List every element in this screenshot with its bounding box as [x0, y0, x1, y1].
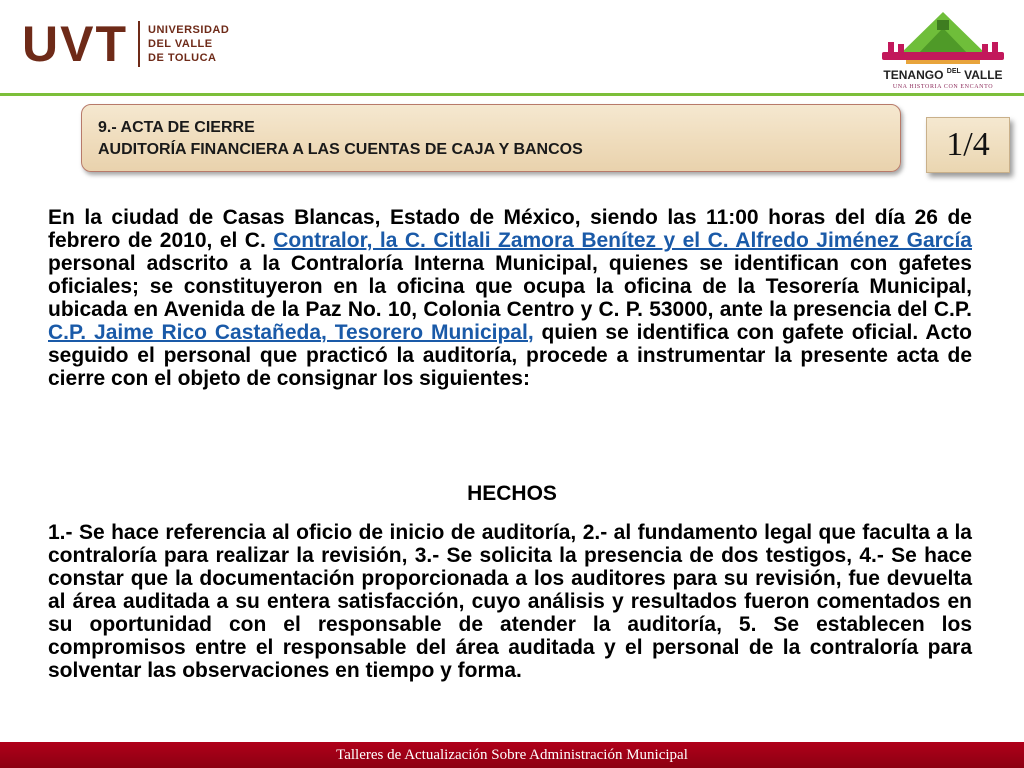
- uvt-mark-text: UVT: [22, 16, 128, 72]
- uvt-logo: [22, 16, 230, 72]
- uvt-line-3: DE TOLUCA: [148, 52, 217, 64]
- intro-text-2: personal adscrito a la Contraloría Interna Municipal, quienes se identifican con gafetes oficiales; se constituyeron en la oficina que ocupa la oficina de la Tesorería Municipal, ubicada en Avenida de la Paz No. 10, Colonia Centro y C. P. 53000, ante la presencia del C.P.: [48, 252, 972, 321]
- tenango-name: TENANGO $^{DEL}$ VALLE: [883, 68, 1003, 82]
- hechos-paragraph: 1.- Se hace referencia al oficio de inicio de auditoría, 2.- al fundamento legal que faculta a la contraloría para realizar la revisión, 3.- Se solicita la presencia de dos testigos, 4.- Se hace constar que la documentación proporcionada a los auditores para su revisión, fue devuelta al área auditada a su entera satisfacción, cuyo análisis y resultados fueron comentados en su oportunidad con el responsable de atender la auditoría, 5. Se establecen los compromisos entre el responsable del área auditada y el personal de la contraloría para solventar las observaciones en tiempo y forma.: [48, 521, 972, 682]
- uvt-line-1: UNIVERSIDAD: [148, 24, 230, 36]
- uvt-logo-mark: [22, 16, 128, 72]
- uvt-logo-divider: [138, 21, 140, 67]
- tenango-pyramid-icon: [876, 6, 1010, 68]
- uvt-logo-words: [148, 23, 229, 65]
- page-indicator: 1/4: [926, 117, 1010, 173]
- uvt-line-2: DEL VALLE: [148, 38, 213, 50]
- tenango-logo: [876, 6, 1016, 92]
- section-title: 9.- ACTA DE CIERRE: [98, 119, 255, 136]
- intro-text-1: En la ciudad de Casas Blancas, Estado de México, siendo las 11:00 horas del día 26 de febrero de 2010, el C.: [48, 206, 972, 252]
- intro-paragraph: [48, 206, 972, 390]
- auditors-link[interactable]: Contralor, la C. Citlali Zamora Benítez y el C. Alfredo Jiménez García: [273, 229, 972, 252]
- hechos-heading: HECHOS: [467, 482, 557, 505]
- footer-bar: [0, 742, 1024, 768]
- tenango-tagline: UNA HISTORIA CON ENCANTO: [892, 84, 994, 90]
- footer-text: Talleres de Actualización Sobre Administración Municipal: [336, 747, 688, 763]
- section-subtitle: AUDITORÍA FINANCIERA A LAS CUENTAS DE CAJA Y BANCOS: [98, 141, 583, 158]
- intro-text-3: quien se identifica con gafete oficial. Acto seguido el personal que practicó la auditoría, procede a instrumentar la presente acta de cierre con el objeto de consignar los siguientes:: [48, 321, 972, 390]
- treasurer-link[interactable]: C.P. Jaime Rico Castañeda, Tesorero Municipal,: [48, 321, 534, 344]
- section-title-box: [81, 104, 901, 172]
- header-divider: [0, 93, 1024, 96]
